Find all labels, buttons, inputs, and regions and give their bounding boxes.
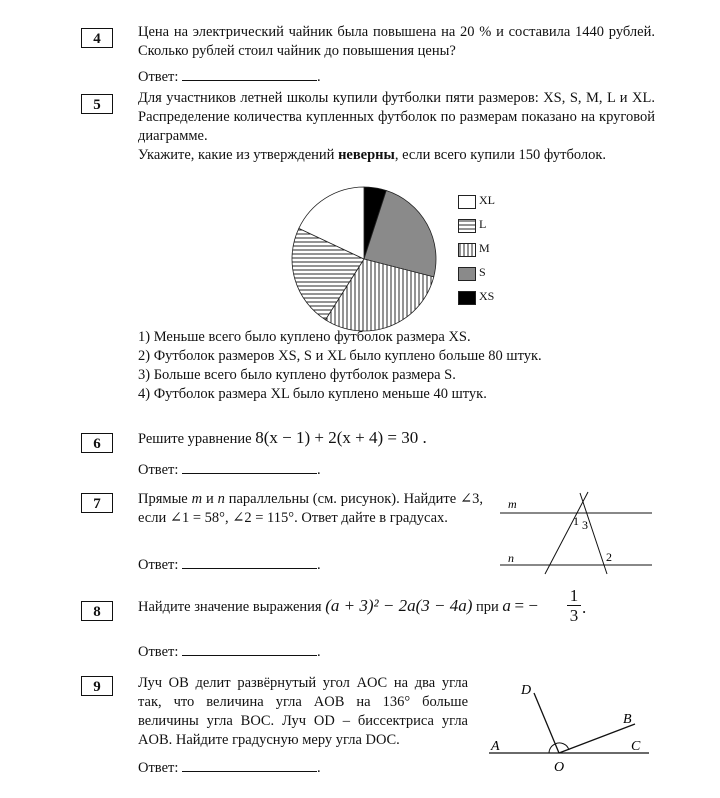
text-part: Прямые xyxy=(138,491,188,507)
problem-5-number: 5 xyxy=(81,94,113,114)
problem-7-answer-field[interactable] xyxy=(182,554,317,569)
question-part: , если всего купили 150 футболок. xyxy=(394,147,607,163)
legend-swatch-vlines xyxy=(458,243,476,257)
label-C: C xyxy=(631,739,641,754)
label-angle-1: 1 xyxy=(573,514,579,528)
pie-chart xyxy=(289,184,449,334)
problem-9-answer-field[interactable] xyxy=(182,757,317,772)
legend-item-m xyxy=(458,243,538,261)
legend-label: S xyxy=(479,265,486,279)
answer-label: Ответ: xyxy=(138,644,179,660)
problem-7-text xyxy=(138,490,483,528)
legend-swatch-white xyxy=(458,195,476,209)
label-angle-3: 3 xyxy=(582,518,588,532)
option-2: 2) Футболок размеров XS, S и XL было куплено больше 80 штук. xyxy=(138,348,542,364)
legend-item-xs xyxy=(458,291,538,309)
problem-5-question xyxy=(138,146,655,165)
text-part: при xyxy=(476,599,499,615)
problem-8-answer-field[interactable] xyxy=(182,641,317,656)
problem-7-answer: Ответ: . xyxy=(138,554,321,574)
problem-8-answer: Ответ: . xyxy=(138,641,321,661)
fraction-one-third xyxy=(567,586,581,625)
label-m: m xyxy=(508,497,517,511)
problem-8-expression: (a + 3)² − 2a(3 − 4a) xyxy=(325,596,473,615)
legend-label: XL xyxy=(479,193,495,207)
ray-OB xyxy=(559,724,635,753)
transversal-1 xyxy=(545,492,588,574)
problem-5-options xyxy=(138,328,542,404)
legend-swatch-gray xyxy=(458,267,476,281)
option-1: 1) Меньше всего было куплено футболок размера XS. xyxy=(138,329,471,345)
problem-6-equation: 8(x − 1) + 2(x + 4) = 30 . xyxy=(255,428,427,447)
problem-9-text: Луч OB делит развёрнутый угол AOC на два угла так, что величина угла AOB на 136° больше величины угла BOC. Луч OD – биссектриса угла AOB. Найдите градусную меру угла DOC. xyxy=(138,675,468,748)
period: . xyxy=(582,598,587,617)
answer-label: Ответ: xyxy=(138,760,179,776)
answer-label: Ответ: xyxy=(138,69,179,85)
label-angle-2: 2 xyxy=(606,550,612,564)
problem-8-number: 8 xyxy=(81,601,113,621)
problem-4-answer: Ответ: . xyxy=(138,66,321,86)
angle-arc-1 xyxy=(549,744,555,753)
label-O: O xyxy=(554,760,565,775)
legend-label: M xyxy=(479,241,490,255)
equals-minus: = − xyxy=(514,596,538,615)
problem-6-number: 6 xyxy=(81,433,113,453)
legend-swatch-hlines xyxy=(458,219,476,233)
legend-item-l xyxy=(458,219,538,237)
problem-6-answer: Ответ: . xyxy=(138,459,321,479)
legend-item-s xyxy=(458,267,538,285)
problem-9-figure xyxy=(485,680,655,780)
var-m: m xyxy=(191,491,203,507)
legend-label: L xyxy=(479,217,487,231)
question-bold-word: неверны xyxy=(338,147,395,163)
problem-7-figure xyxy=(500,488,660,578)
question-part: Укажите, какие из утверждений xyxy=(138,147,335,163)
problem-8-instruction: Найдите значение выражения xyxy=(138,599,322,615)
problem-4-number: 4 xyxy=(81,28,113,48)
problem-7-number: 7 xyxy=(81,493,113,513)
problem-6-text xyxy=(138,428,427,448)
fraction-denominator: 3 xyxy=(569,606,579,625)
problem-9-answer: Ответ: . xyxy=(138,757,321,777)
problem-4-answer-field[interactable] xyxy=(182,66,317,81)
problem-6-instruction: Решите уравнение xyxy=(138,431,252,447)
problem-8-text xyxy=(138,596,538,616)
problem-4-text: Цена на электрический чайник была повышена на 20 % и составила 1440 рублей. Сколько рублей стоил чайник до повышения цены? xyxy=(138,24,655,59)
answer-label: Ответ: xyxy=(138,462,179,478)
text-part: и xyxy=(205,491,214,507)
problem-6-answer-field[interactable] xyxy=(182,459,317,474)
label-B: B xyxy=(623,712,632,727)
option-4: 4) Футболок размера XL было куплено меньше 40 штук. xyxy=(138,386,487,402)
legend-swatch-black xyxy=(458,291,476,305)
problem-5-description: Для участников летней школы купили футболки пяти размеров: XS, S, M, L и XL. Распределение количества купленных футболок по размерам показано на круговой диаграмме. xyxy=(138,90,655,144)
var-a: a xyxy=(502,596,511,615)
var-n: n xyxy=(217,491,225,507)
transversal-2 xyxy=(580,493,607,574)
text-part: Найдите ∠3, если ∠1 = 58°, ∠2 = 115°. Ответ дайте в градусах. xyxy=(138,491,484,526)
problem-5-text xyxy=(138,89,655,165)
legend-item-xl xyxy=(458,195,538,213)
label-D: D xyxy=(521,683,532,698)
answer-label: Ответ: xyxy=(138,557,179,573)
legend-label: XS xyxy=(479,289,495,303)
option-3: 3) Больше всего было куплено футболок размера S. xyxy=(138,367,456,383)
text-part: параллельны (см. рисунок). xyxy=(228,491,400,507)
label-A: A xyxy=(491,739,500,754)
problem-9-number: 9 xyxy=(81,676,113,696)
fraction-numerator: 1 xyxy=(567,586,581,606)
label-n: n xyxy=(508,551,514,565)
